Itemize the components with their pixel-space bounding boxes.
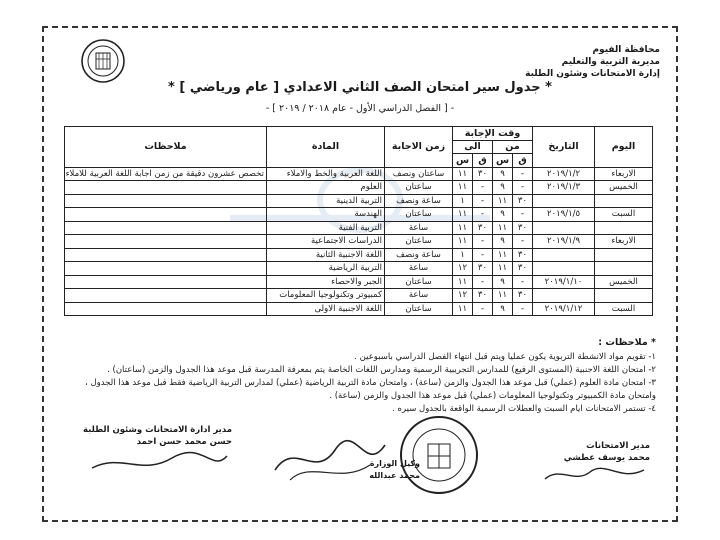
signature-name: محمد يوسف عطشي <box>563 453 650 463</box>
header-from-hour: س <box>493 154 513 168</box>
header-governorate: محافظة الفيوم <box>592 45 660 55</box>
table-row <box>65 302 653 316</box>
handwritten-signature-icon <box>540 464 650 486</box>
table-row <box>65 181 653 195</box>
cell-subject: كمبيوتر وتكنولوجيا المعلومات <box>267 289 385 303</box>
cell-day: الاربعاء <box>595 235 653 249</box>
table-row <box>65 248 653 262</box>
cell-note <box>65 235 267 249</box>
cell-from-hour: ٩ <box>493 167 513 181</box>
cell-date: ٢٠١٩/١/٩ <box>533 235 595 249</box>
cell-day <box>595 248 653 262</box>
note-item: ٣- امتحان مادة العلوم (عملي) قبل موعد هذا الجدول والزمن (ساعة) ، وامتحان مادة التربية الرياضية (عملي) لمدارس التربية الرياضية فقط قبل موعد هذا الجدول ، <box>85 378 656 388</box>
signature-title: وكيل الوزارة <box>369 459 420 468</box>
header-directorate: مديرية التربية والتعليم <box>561 57 660 67</box>
cell-note <box>65 208 267 222</box>
header-answer-time: وقت الإجابة <box>453 127 533 141</box>
cell-to-minute: - <box>473 275 493 289</box>
cell-date: ٢٠١٩/١/٢ <box>533 167 595 181</box>
cell-date <box>533 248 595 262</box>
cell-subject: الجبر والاحصاء <box>267 275 385 289</box>
cell-to-minute: - <box>473 248 493 262</box>
cell-duration: ساعة ونصف <box>385 248 453 262</box>
cell-to-minute: - <box>473 194 493 208</box>
note-item: وامتحان مادة الكمبيوتر وتكنولوجيا المعلومات (عملي) قبل موعد هذا الجدول والزمن (ساعة) . <box>329 391 656 401</box>
cell-day: السبت <box>595 208 653 222</box>
cell-to-hour: ١١ <box>453 275 473 289</box>
cell-from-minute: - <box>513 167 533 181</box>
cell-subject: التربية الدينية <box>267 194 385 208</box>
cell-date <box>533 221 595 235</box>
cell-from-hour: ٩ <box>493 235 513 249</box>
cell-to-minute: - <box>473 302 493 316</box>
handwritten-signature-icon <box>270 430 390 490</box>
cell-from-hour: ١١ <box>493 289 513 303</box>
cell-from-minute: ٣٠ <box>513 262 533 276</box>
cell-to-hour: ١ <box>453 248 473 262</box>
cell-to-hour: ١١ <box>453 167 473 181</box>
ministry-logo-icon <box>80 38 126 84</box>
cell-from-minute: - <box>513 208 533 222</box>
cell-subject: اللغة الاجنبية الاولى <box>267 302 385 316</box>
cell-from-minute: - <box>513 181 533 195</box>
signature-name: حسن محمد حسن احمد <box>136 437 232 447</box>
signature-exams-manager <box>540 440 650 490</box>
header-date: التاريخ <box>533 127 595 168</box>
cell-day <box>595 194 653 208</box>
cell-day <box>595 289 653 303</box>
cell-from-hour: ٩ <box>493 181 513 195</box>
signature-title: مدير الامتحانات <box>586 441 650 451</box>
cell-subject: اللغة الاجنبية الثانية <box>267 248 385 262</box>
cell-duration: ساعة <box>385 221 453 235</box>
cell-to-hour: ١١ <box>453 302 473 316</box>
cell-to-minute: - <box>473 181 493 195</box>
cell-to-hour: ١٢ <box>453 289 473 303</box>
cell-to-minute: ٣٠ <box>473 221 493 235</box>
signature-title: مدير ادارة الامتحانات وشئون الطلبة <box>83 425 232 435</box>
cell-note: تخصص عشرون دقيقة من زمن اجابة اللغة العربية للاملاء <box>65 167 267 181</box>
page-subtitle: - [ الفصل الدراسي الأول - عام ٢٠١٨ / ٢٠١٩ ] - <box>265 103 455 114</box>
cell-duration: ساعتان <box>385 275 453 289</box>
cell-to-minute: ٣٠ <box>473 262 493 276</box>
cell-subject: التربية الفنية <box>267 221 385 235</box>
table-row <box>65 167 653 181</box>
cell-duration: ساعتان <box>385 181 453 195</box>
cell-date: ٢٠١٩/١/٥ <box>533 208 595 222</box>
header-day: اليوم <box>595 127 653 168</box>
cell-date <box>533 194 595 208</box>
cell-duration: ساعة <box>385 289 453 303</box>
cell-from-minute: - <box>513 275 533 289</box>
cell-from-hour: ٩ <box>493 208 513 222</box>
cell-note <box>65 248 267 262</box>
cell-note <box>65 289 267 303</box>
cell-date <box>533 289 595 303</box>
cell-to-hour: ١١ <box>453 181 473 195</box>
header-department: إدارة الامتحانات وشئون الطلبة <box>525 69 660 79</box>
cell-date: ٢٠١٩/١/١٢ <box>533 302 595 316</box>
table-row <box>65 221 653 235</box>
cell-to-hour: ١٢ <box>453 262 473 276</box>
cell-date: ٢٠١٩/١/٣ <box>533 181 595 195</box>
cell-note <box>65 275 267 289</box>
notes-list <box>56 351 656 416</box>
cell-day: السبت <box>595 302 653 316</box>
cell-to-minute: ٣٠ <box>473 167 493 181</box>
cell-subject: التربية الرياضية <box>267 262 385 276</box>
cell-note <box>65 221 267 235</box>
cell-from-hour: ١١ <box>493 262 513 276</box>
cell-day <box>595 221 653 235</box>
schedule-body <box>65 167 653 316</box>
notes-heading: * ملاحظات : <box>598 337 656 348</box>
cell-subject: اللغة العربية والخط والاملاء <box>267 167 385 181</box>
table-row <box>65 208 653 222</box>
header-notes: ملاحظات <box>65 127 267 168</box>
cell-from-hour: ٩ <box>493 275 513 289</box>
cell-duration: ساعتان <box>385 302 453 316</box>
header-from: من <box>493 140 533 154</box>
header-to-minute: ق <box>473 154 493 168</box>
cell-to-hour: ١١ <box>453 221 473 235</box>
cell-to-hour: ١ <box>453 194 473 208</box>
note-item: ٢- امتحان اللغة الاجنبية (المستوى الرفيع) للمدارس التجريبية الرسمية ومدارس اللغات الخاصة يتم بمعرفة المدرسة قبل موعد هذا الجدول والزمن (ساعتان) . <box>107 365 656 375</box>
table-row <box>65 262 653 276</box>
cell-day: الاربعاء <box>595 167 653 181</box>
cell-note <box>65 302 267 316</box>
table-row <box>65 194 653 208</box>
cell-from-minute: ٣٠ <box>513 221 533 235</box>
cell-from-minute: ٣٠ <box>513 248 533 262</box>
signature-name: محمد عبدالله <box>369 471 420 480</box>
table-row <box>65 275 653 289</box>
cell-to-minute: - <box>473 235 493 249</box>
cell-from-hour: ٩ <box>493 302 513 316</box>
cell-from-minute: ٣٠ <box>513 194 533 208</box>
cell-to-minute: ٣٠ <box>473 289 493 303</box>
cell-duration: ساعتان ونصف <box>385 167 453 181</box>
cell-from-hour: ١١ <box>493 221 513 235</box>
note-item: ٤- تستمر الامتحانات ايام السبت والعطلات الرسمية الواقعة بالجدول سيره . <box>392 404 656 414</box>
cell-from-hour: ١١ <box>493 248 513 262</box>
note-item: ١- تقويم مواد الانشطة التربوية يكون عمليا ويتم قبل انتهاء الفصل الدراسي باسبوعين . <box>354 352 656 362</box>
header-subject: المادة <box>267 127 385 168</box>
cell-day <box>595 262 653 276</box>
cell-subject: العلوم <box>267 181 385 195</box>
cell-to-minute: - <box>473 208 493 222</box>
cell-note <box>65 262 267 276</box>
page-title: * جدول سير امتحان الصف الثاني الاعدادي [ عام ورياضي ] * <box>168 80 552 95</box>
cell-duration: ساعتان <box>385 235 453 249</box>
cell-from-minute: - <box>513 235 533 249</box>
cell-to-hour: ١١ <box>453 208 473 222</box>
cell-note <box>65 181 267 195</box>
official-seal-icon <box>398 414 480 496</box>
cell-subject: الدراسات الاجتماعية <box>267 235 385 249</box>
cell-date: ٢٠١٩/١/١٠ <box>533 275 595 289</box>
cell-duration: ساعة ونصف <box>385 194 453 208</box>
header-to-hour: س <box>453 154 473 168</box>
cell-duration: ساعة <box>385 262 453 276</box>
cell-to-hour: ١١ <box>453 235 473 249</box>
cell-day: الخميس <box>595 181 653 195</box>
table-row <box>65 235 653 249</box>
cell-from-minute: ٣٠ <box>513 289 533 303</box>
header-block <box>490 44 660 80</box>
signature-dept-manager <box>62 424 232 482</box>
cell-duration: ساعتان <box>385 208 453 222</box>
cell-date <box>533 262 595 276</box>
cell-from-hour: ١١ <box>493 194 513 208</box>
cell-day: الخميس <box>595 275 653 289</box>
header-from-minute: ق <box>513 154 533 168</box>
exam-schedule-table <box>64 126 653 316</box>
header-duration: زمن الاجابة <box>385 127 453 168</box>
header-to: الى <box>453 140 493 154</box>
handwritten-signature-icon <box>82 448 232 478</box>
cell-note <box>65 194 267 208</box>
cell-from-minute: - <box>513 302 533 316</box>
cell-subject: الهندسة <box>267 208 385 222</box>
table-row <box>65 289 653 303</box>
